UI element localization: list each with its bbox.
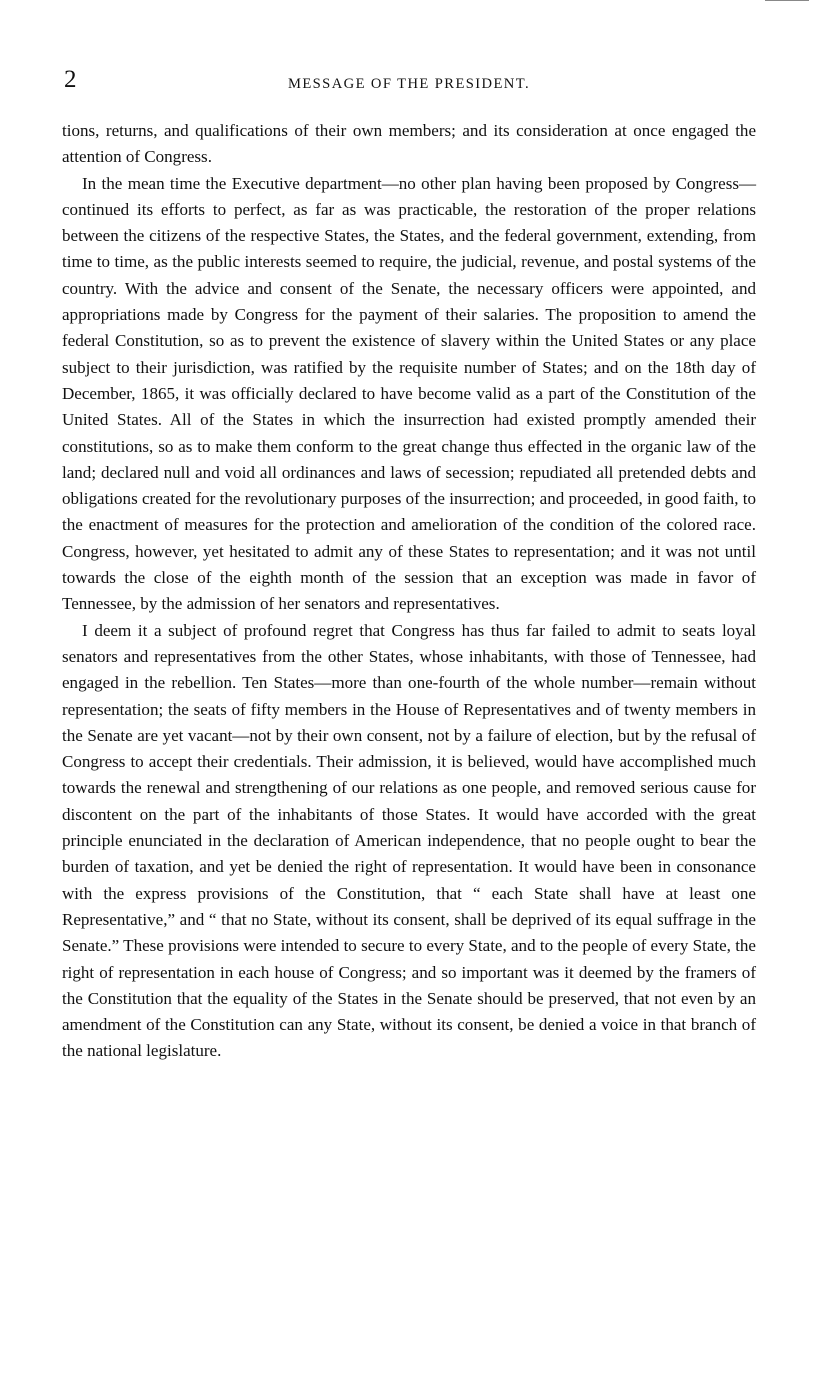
running-title: MESSAGE OF THE PRESIDENT. — [287, 76, 531, 92]
paragraph-profound-regret: I deem it a subject of profound regret that Congress has thus far failed to admit to seats loyal senators and representatives from the other States, whose inhabitants, with those of Tennessee, had engaged in the rebellion. Ten States—more than one-fourth of the whole number—remain without representation; the seats of fifty members in the House of Representatives and of twenty members in the Senate are yet vacant—not by their own consent, not by a failure of election, but by the refusal of Congress to accept their credentials. Their admission, it is believed, would have accomplished much towards the renewal and strengthening of our relations as one people, and removed serious cause for discontent on the part of the inhabitants of those States. It would have accorded with the great principle enunciated in the declaration of American independence, that no people ought to bear the burden of taxation, and yet be denied the right of representation. It would have been in consonance with the express provisions of the Constitution, that “ each State shall have at least one Representative,” and “ that no State, without its consent, shall be deprived of its equal suffrage in the Senate.” These provisions were intended to secure to every State, and to the people of every State, the right of representation in each house of Congress; and so important was it deemed by the framers of the Constitution that the equality of the States in the Senate should be preserved, that not even by an amendment of the Constitution can any State, without its consent, be denied a voice in that branch of the national legislature. — [62, 620, 756, 1061]
document-page — [62, 66, 756, 1065]
page-number: 2 — [64, 66, 77, 93]
page-header — [62, 66, 756, 102]
scan-edge-line — [765, 0, 809, 1]
text-body — [62, 118, 756, 1065]
paragraph-executive-department: In the mean time the Executive department—no other plan having been proposed by Congress—continued its efforts to perfect, as far as was practicable, the restoration of the proper relations between the citizens of the respective States, the States, and the federal government, extending, from time to time, as the public interests seemed to require, the judicial, revenue, and postal systems of the country. With the advice and consent of the Senate, the necessary officers were appointed, and appropriations made by Congress for the payment of their salaries. The proposition to amend the federal Constitution, so as to prevent the existence of slavery within the United States or any place subject to their jurisdiction, was ratified by the requisite number of States; and on the 18th day of December, 1865, it was officially declared to have become valid as a part of the Constitution of the United States. All of the States in which the insurrection had existed promptly amended their constitutions, so as to make them conform to the great change thus effected in the organic law of the land; declared null and void all ordinances and laws of secession; repudiated all pretended debts and obligations created for the revolutionary purposes of the insurrection; and proceeded, in good faith, to the enactment of measures for the protection and amelioration of the condition of the colored race. Congress, however, yet hesitated to admit any of these States to representation; and it was not until towards the close of the eighth month of the session that an exception was made in favor of Tennessee, by the admission of her senators and representatives. — [62, 173, 756, 614]
paragraph-continuation: tions, returns, and qualifications of their own members; and its consideration at once engaged the attention of Congress. — [62, 121, 756, 167]
